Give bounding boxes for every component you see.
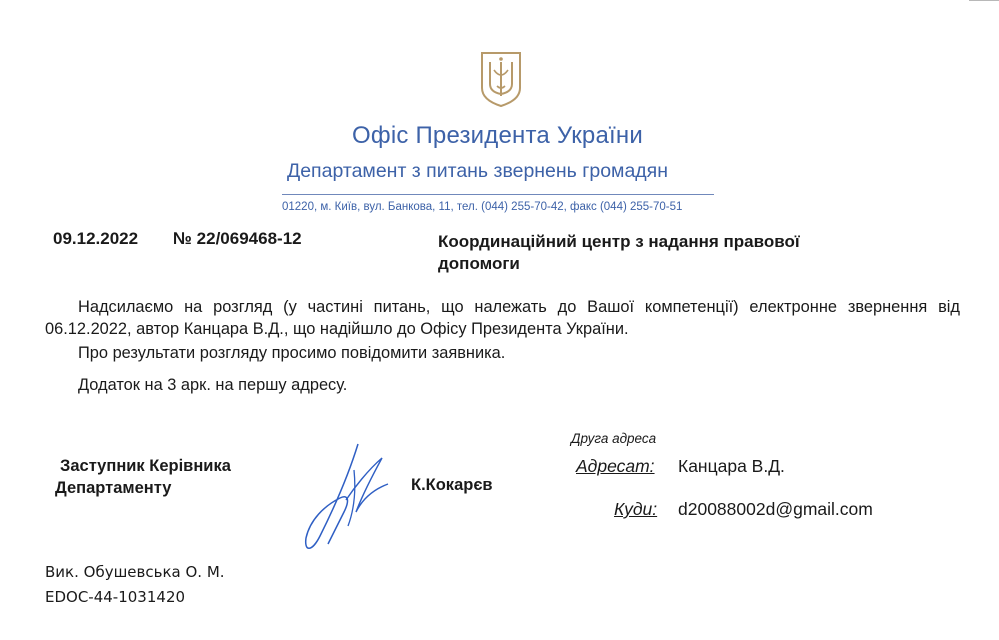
letter-date: 09.12.2022 [53,229,139,248]
letter-number: № 22/069468-12 [173,229,302,248]
destination-label: Куди: [614,499,658,519]
second-address-label: Друга адреса [571,431,657,446]
recipient: Координаційний центр з надання правової допомоги [438,232,800,273]
addressee-label: Адресат: [576,456,655,476]
signatory-role-line2: Департаменту [55,479,172,497]
body-paragraph: Надсилаємо на розгляд (у частині питань, що належать до Вашої компетенції) електронне звернення від 06.12.2022, автор Канцара В.Д., що надійшло до Офісу Президента України. [45,298,960,338]
office-address: 01220, м. Київ, вул. Банкова, 11, тел. (044) 255-70-42, факс (044) 255-70-51 [282,201,683,213]
department-title: Департамент з питань звернень громадян [287,160,669,182]
edoc-number: EDOC-44-1031420 [45,588,186,606]
handwritten-signature [298,440,398,556]
office-title: Офіс Президента України [352,122,643,149]
signatory-role-line1: Заступник Керівника [60,457,231,475]
attachment-note: Додаток на 3 арк. на першу адресу. [78,376,348,394]
signatory-role [55,455,231,499]
trident-emblem-icon [478,50,524,108]
signatory-name: К.Кокарєв [411,476,493,494]
addressee-value: Канцара В.Д. [678,456,785,476]
executor-line: Вик. Обушевська О. М. [45,563,225,581]
scan-corner-line [969,0,999,9]
request-paragraph: Про результати розгляду просимо повідомити заявника. [78,344,506,362]
header-divider [282,194,714,195]
destination-email: d20088002d@gmail.com [678,499,873,519]
